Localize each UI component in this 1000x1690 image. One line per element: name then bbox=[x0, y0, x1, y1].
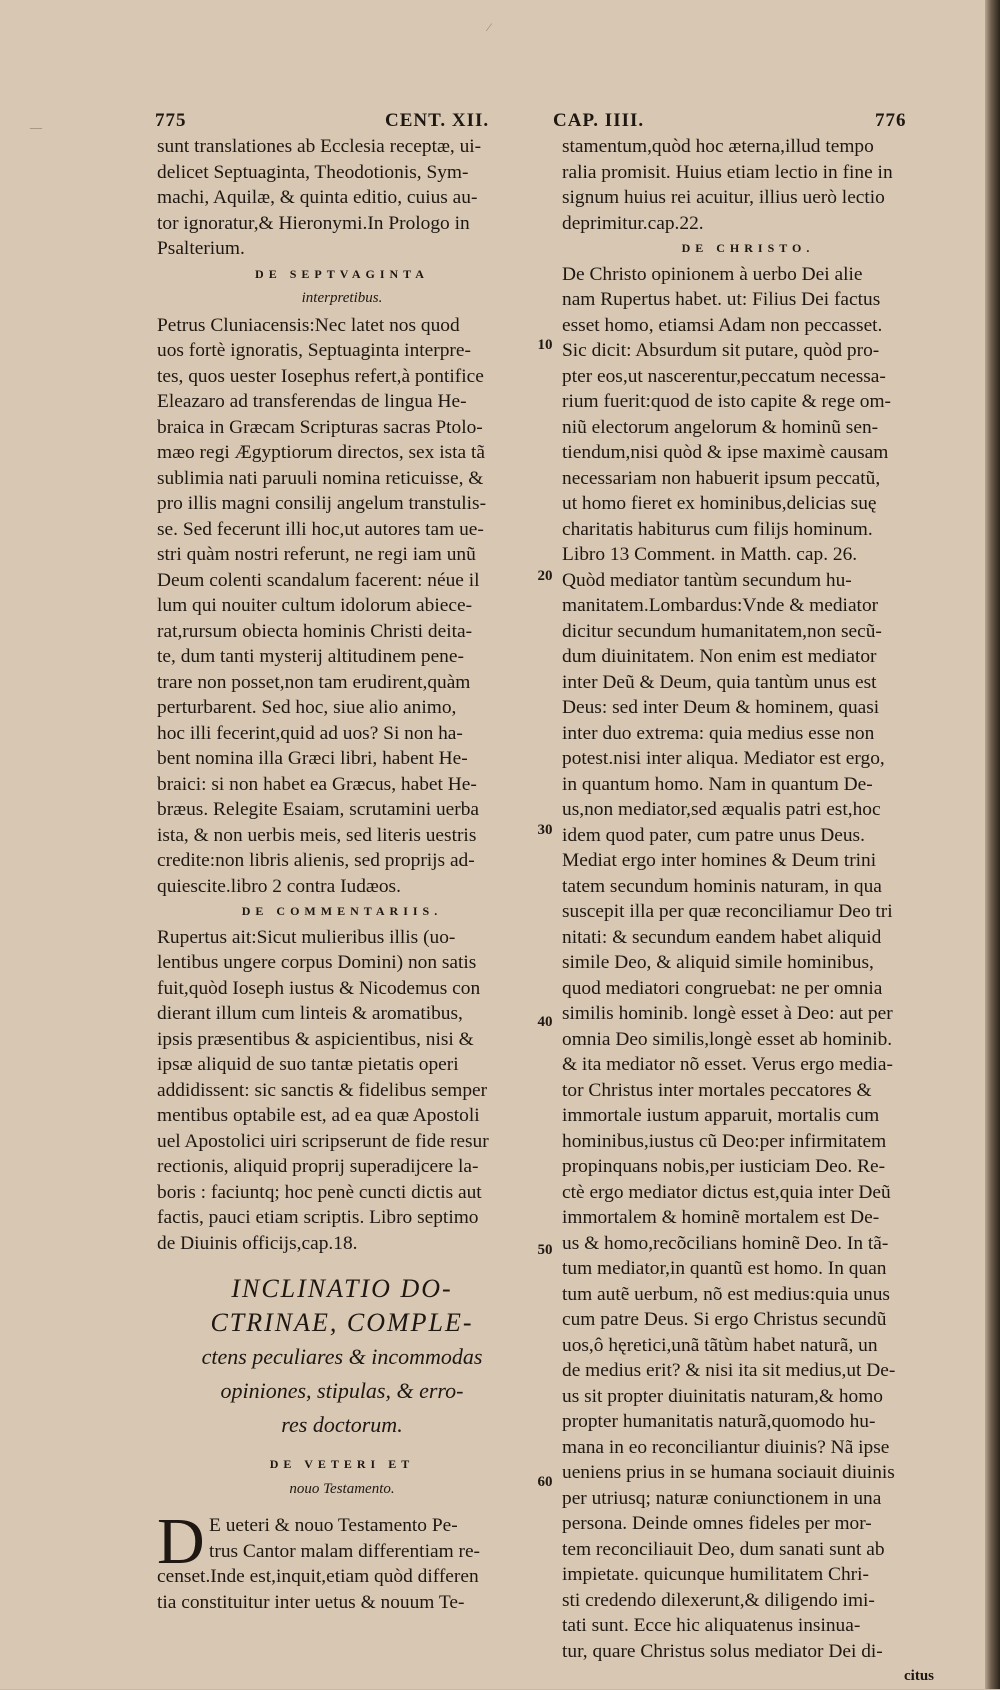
margin-mark: — bbox=[30, 120, 42, 134]
text-line: uos,ô hęretici,unã tãtùm habet naturã, un bbox=[562, 1334, 878, 1356]
margin-line-number: 50 bbox=[537, 1242, 553, 1258]
section-heading: DE COMMENTARIIS. bbox=[241, 904, 443, 918]
running-title-left: CENT. XII. bbox=[385, 110, 490, 131]
margin-line-number: 10 bbox=[537, 337, 553, 353]
drop-cap-paragraph bbox=[157, 1505, 527, 1615]
title-line: opiniones, stipulas, & erro- bbox=[220, 1378, 464, 1403]
text-line: tatem secundum hominis naturam, in qua bbox=[562, 875, 882, 897]
text-line: us & homo,recõcilians hominẽ Deo. In tã- bbox=[562, 1232, 889, 1254]
text-line: tiendum,nisi quòd & ipse maximè causam bbox=[562, 442, 889, 463]
text-line: dierant illum cum linteis & aromatibus, bbox=[157, 1003, 463, 1024]
text-line: perturbarent. Sed hoc, siue alio animo, bbox=[157, 697, 457, 718]
text-line: factis, pauci etiam scriptis. Libro septimo bbox=[157, 1207, 479, 1228]
text-line: stamentum,quòd hoc æterna,illud tempo bbox=[562, 136, 874, 157]
text-line: ueniens prius in se humana sociauit diuinis bbox=[562, 1462, 895, 1483]
text-line: trus Cantor malam differentiam re- bbox=[209, 1540, 481, 1562]
text-line: bræus. Relegite Esaiam, scrutamini uerba bbox=[157, 799, 480, 820]
text-line: niũ electorum angelorum & hominũ sen- bbox=[562, 416, 879, 438]
left-page-number: 775 bbox=[155, 110, 187, 131]
text-line: simile Deo, & aliquid simile hominibus, bbox=[562, 952, 874, 973]
text-line: immortale iustum apparuit, mortalis cum bbox=[562, 1105, 880, 1126]
text-line: tes, quos uester Iosephus refert,à pontifice bbox=[157, 365, 484, 387]
catchword: citus bbox=[904, 1668, 934, 1684]
text-line: ctè ergo mediator dictus est,quia inter Deũ bbox=[562, 1181, 891, 1203]
text-line: tem reconciliauit Deo, dum sanati sunt ab bbox=[562, 1538, 885, 1560]
text-line: inter duo extrema: quia medius esse non bbox=[562, 722, 875, 744]
text-line: ut homo fieret ex hominibus,delicias suę bbox=[562, 493, 877, 514]
text-line: uel Apostolici uiri scripserunt de fide resur bbox=[157, 1130, 489, 1152]
text-line: machi, Aquilæ, & quinta editio, cuius au- bbox=[157, 187, 478, 208]
text-line: manitatem.Lombardus:Vnde & mediator bbox=[562, 595, 879, 616]
text-line: tor Christus inter mortales peccatores & bbox=[562, 1079, 872, 1101]
text-line: pro illis magni consilij angelum transtulis- bbox=[157, 493, 487, 514]
text-line: ralia promisit. Huius etiam lectio in fine in bbox=[562, 161, 893, 183]
text-line: credite:non libris alienis, sed proprijs ad- bbox=[157, 850, 475, 871]
text-line: rectionis, aliquid proprij superadijcere la- bbox=[157, 1156, 479, 1177]
text-line: ipsis præsentibus & aspicientibus, nisi & bbox=[157, 1028, 474, 1050]
margin-line-number: 30 bbox=[537, 822, 553, 838]
title-line: CTRINAE, COMPLE- bbox=[210, 1308, 474, 1337]
margin-line-number: 40 bbox=[537, 1014, 553, 1030]
text-line: Deus: sed inter Deum & hominem, quasi bbox=[562, 697, 880, 718]
margin-line-number: 60 bbox=[537, 1474, 553, 1490]
text-line: charitatis habiturus cum filijs hominum. bbox=[562, 518, 873, 540]
text-line: us sit propter diuinitatis naturam,& homo bbox=[562, 1385, 883, 1407]
text-line: sunt translationes ab Ecclesia receptæ, ui- bbox=[157, 136, 482, 157]
text-line: Eleazaro ad transferendas de lingua He- bbox=[157, 391, 467, 412]
text-line: censet.Inde est,inquit,etiam quòd differen bbox=[157, 1566, 479, 1587]
text-line: propter humanitatis naturã,quomodo hu- bbox=[562, 1411, 876, 1432]
right-page-number: 776 bbox=[875, 110, 907, 131]
text-line: immortalem & hominẽ mortalem est De- bbox=[562, 1207, 880, 1228]
text-line: ipsæ aliquid de suo tantæ pietatis operi bbox=[157, 1054, 459, 1075]
text-line: in quantum homo. Nam in quantum De- bbox=[562, 773, 873, 795]
title-line: res doctorum. bbox=[281, 1412, 403, 1437]
text-line: mentibus optabile est, ad ea quæ Apostoli bbox=[157, 1105, 480, 1126]
text-line: lentibus ungere corpus Domini) non satis bbox=[157, 952, 477, 973]
text-line: quiescite.libro 2 contra Iudæos. bbox=[157, 875, 401, 897]
margin-line-number: 20 bbox=[537, 568, 553, 584]
text-line: cum patre Deus. Si ergo Christus secundũ bbox=[562, 1309, 887, 1330]
text-line: de medius erit? & nisi ita sit medius,ut De- bbox=[562, 1360, 896, 1381]
text-line: quod mediatori congruebat: ne per omnia bbox=[562, 977, 883, 999]
text-line: potest.nisi inter aliqua. Mediator est ergo, bbox=[562, 748, 885, 769]
text-line: dicitur secundum humanitatem,non secũ- bbox=[562, 620, 882, 642]
text-line: Deum colenti scandalum facerent: néue il bbox=[157, 569, 480, 591]
section-heading: DE SEPTVAGINTA bbox=[255, 266, 429, 281]
text-line: te, dum tanti mysterij altitudinem pene- bbox=[157, 646, 464, 667]
text-line: suscepit illa per quæ reconciliamur Deo tri bbox=[562, 901, 893, 922]
drop-cap: D bbox=[157, 1505, 205, 1578]
text-line: sublimia nati paruuli nomina reticuisse, & bbox=[157, 467, 484, 489]
text-line: necessariam non habuerit ipsum peccatũ, bbox=[562, 467, 881, 489]
text-line: propinquans nobis,per iusticiam Deo. Re- bbox=[562, 1156, 886, 1177]
text-line: mæo regi Ægyptiorum directos, sex ista tã bbox=[157, 442, 485, 463]
text-line: esset homo, etiamsi Adam non peccasset. bbox=[562, 314, 883, 336]
text-line: impietate. quicunque humilitatem Chri- bbox=[562, 1564, 869, 1585]
text-line: stri quàm nostri referunt, ne regi iam unũ bbox=[157, 544, 476, 565]
text-line: tia constituitur inter uetus & nouum Te- bbox=[157, 1591, 465, 1613]
text-line: rat,rursum obiecta hominis Christi deita- bbox=[157, 620, 473, 642]
text-line: Libro 13 Comment. in Matth. cap. 26. bbox=[562, 544, 858, 565]
chapter-title bbox=[157, 1272, 527, 1442]
text-line: fuit,quòd Ioseph iustus & Nicodemus con bbox=[157, 977, 481, 999]
text-line: Quòd mediator tantùm secundum hu- bbox=[562, 569, 852, 591]
text-line: Petrus Cluniacensis:Nec latet nos quod bbox=[157, 314, 460, 336]
running-header bbox=[155, 110, 907, 136]
text-line: addidissent: sic sanctis & fidelibus semper bbox=[157, 1079, 488, 1101]
text-line: uos fortè ignoratis, Septuaginta interpre- bbox=[157, 340, 471, 361]
section-heading: DE CHRISTO. bbox=[681, 241, 815, 255]
text-line: Psalterium. bbox=[157, 238, 245, 259]
text-line: signum huius rei acuitur, illius uerò lectio bbox=[562, 187, 885, 208]
text-line: bent nomina illa Græci libri, habent He- bbox=[157, 748, 468, 769]
text-line: deprimitur.cap.22. bbox=[562, 212, 704, 234]
text-line: nam Rupertus habet. ut: Filius Dei factus bbox=[562, 289, 881, 310]
title-line: ctens peculiares & incommodas bbox=[201, 1344, 483, 1369]
text-line: E ueteri & nouo Testamento Pe- bbox=[209, 1515, 458, 1536]
text-line: se. Sed fecerunt illi hoc,ut autores tam ue- bbox=[157, 518, 484, 540]
text-line: trare non posset,non tam erudirent,quàm bbox=[157, 671, 471, 693]
text-line: us,non mediator,sed æqualis patri est,hoc bbox=[562, 799, 881, 820]
text-line: delicet Septuaginta, Theodotionis, Sym- bbox=[157, 161, 469, 183]
text-line: mana in eo reconciliantur diuinis? Nã ipse bbox=[562, 1436, 890, 1458]
binding-edge bbox=[985, 0, 1000, 1689]
text-line: sti credendo dilexerunt,& diligendo imi- bbox=[562, 1589, 875, 1611]
left-column bbox=[157, 134, 527, 1615]
text-line: boris : faciuntq; hoc penè cuncti dictis aut bbox=[157, 1181, 482, 1203]
margin-mark: ⁄ bbox=[488, 20, 491, 34]
text-line: hoc illi fecerint,quid ad uos? Si non ha- bbox=[157, 722, 463, 744]
text-line: hominibus,iustus cũ Deo:per infirmitatem bbox=[562, 1130, 887, 1152]
right-column bbox=[562, 134, 934, 1690]
text-line: nitati: & secundum eandem habet aliquid bbox=[562, 926, 882, 948]
text-line: dum diuinitatem. Non enim est mediator bbox=[562, 646, 877, 667]
section-heading: DE VETERI ET bbox=[269, 1457, 415, 1471]
text-line: idem quod pater, cum patre unus Deus. bbox=[562, 824, 865, 846]
text-line: omnia Deo similis,longè esset ab hominib. bbox=[562, 1028, 893, 1050]
text-line: tum autẽ uerbum, nõ est medius:quia unus bbox=[562, 1283, 890, 1305]
text-line: tati sunt. Ecce hic aliquatenus insinua- bbox=[562, 1615, 861, 1636]
running-title-right: CAP. IIII. bbox=[553, 110, 645, 131]
text-line: ista, & non uerbis meis, sed literis uestris bbox=[157, 824, 477, 846]
text-line: tor ignoratur,& Hieronymi.In Prologo in bbox=[157, 212, 470, 234]
section-subheading: nouo Testamento. bbox=[289, 1480, 395, 1497]
text-line: De Christo opinionem à uerbo Dei alie bbox=[562, 263, 863, 285]
text-line: braici: si non habet ea Græcus, habet He- bbox=[157, 773, 477, 795]
section-subheading: interpretibus. bbox=[301, 290, 383, 306]
text-line: Rupertus ait:Sicut mulieribus illis (uo- bbox=[157, 926, 456, 948]
text-line: Mediat ergo inter homines & Deum trini bbox=[562, 850, 877, 871]
title-line: INCLINATIO DO- bbox=[231, 1274, 453, 1303]
text-line: & ita mediator nõ esset. Verus ergo media- bbox=[562, 1054, 893, 1075]
text-line: persona. Deinde omnes fideles per mor- bbox=[562, 1513, 872, 1534]
text-line: rium fuerit:quod de isto capite & rege om- bbox=[562, 391, 892, 412]
text-line: per utriusq; naturæ coniunctionem in una bbox=[562, 1487, 882, 1509]
text-line: tur, quare Christus solus mediator Dei di- bbox=[562, 1640, 883, 1662]
text-line: inter Deũ & Deum, quia tantùm unus est bbox=[562, 671, 877, 693]
text-line: de Diuinis officijs,cap.18. bbox=[157, 1232, 358, 1254]
text-line: tum mediator,in quantũ est homo. In quan bbox=[562, 1258, 887, 1279]
text-line: similis hominib. longè esset à Deo: aut per bbox=[562, 1003, 893, 1024]
text-line: Sic dicit: Absurdum sit putare, quòd pro- bbox=[562, 340, 880, 361]
text-line: braica in Græcam Scripturas sacras Ptolo- bbox=[157, 416, 483, 438]
text-line: pter eos,ut nascerentur,peccatum necessa- bbox=[562, 365, 886, 387]
text-line: lum qui nouiter cultum idolorum abiece- bbox=[157, 595, 473, 616]
